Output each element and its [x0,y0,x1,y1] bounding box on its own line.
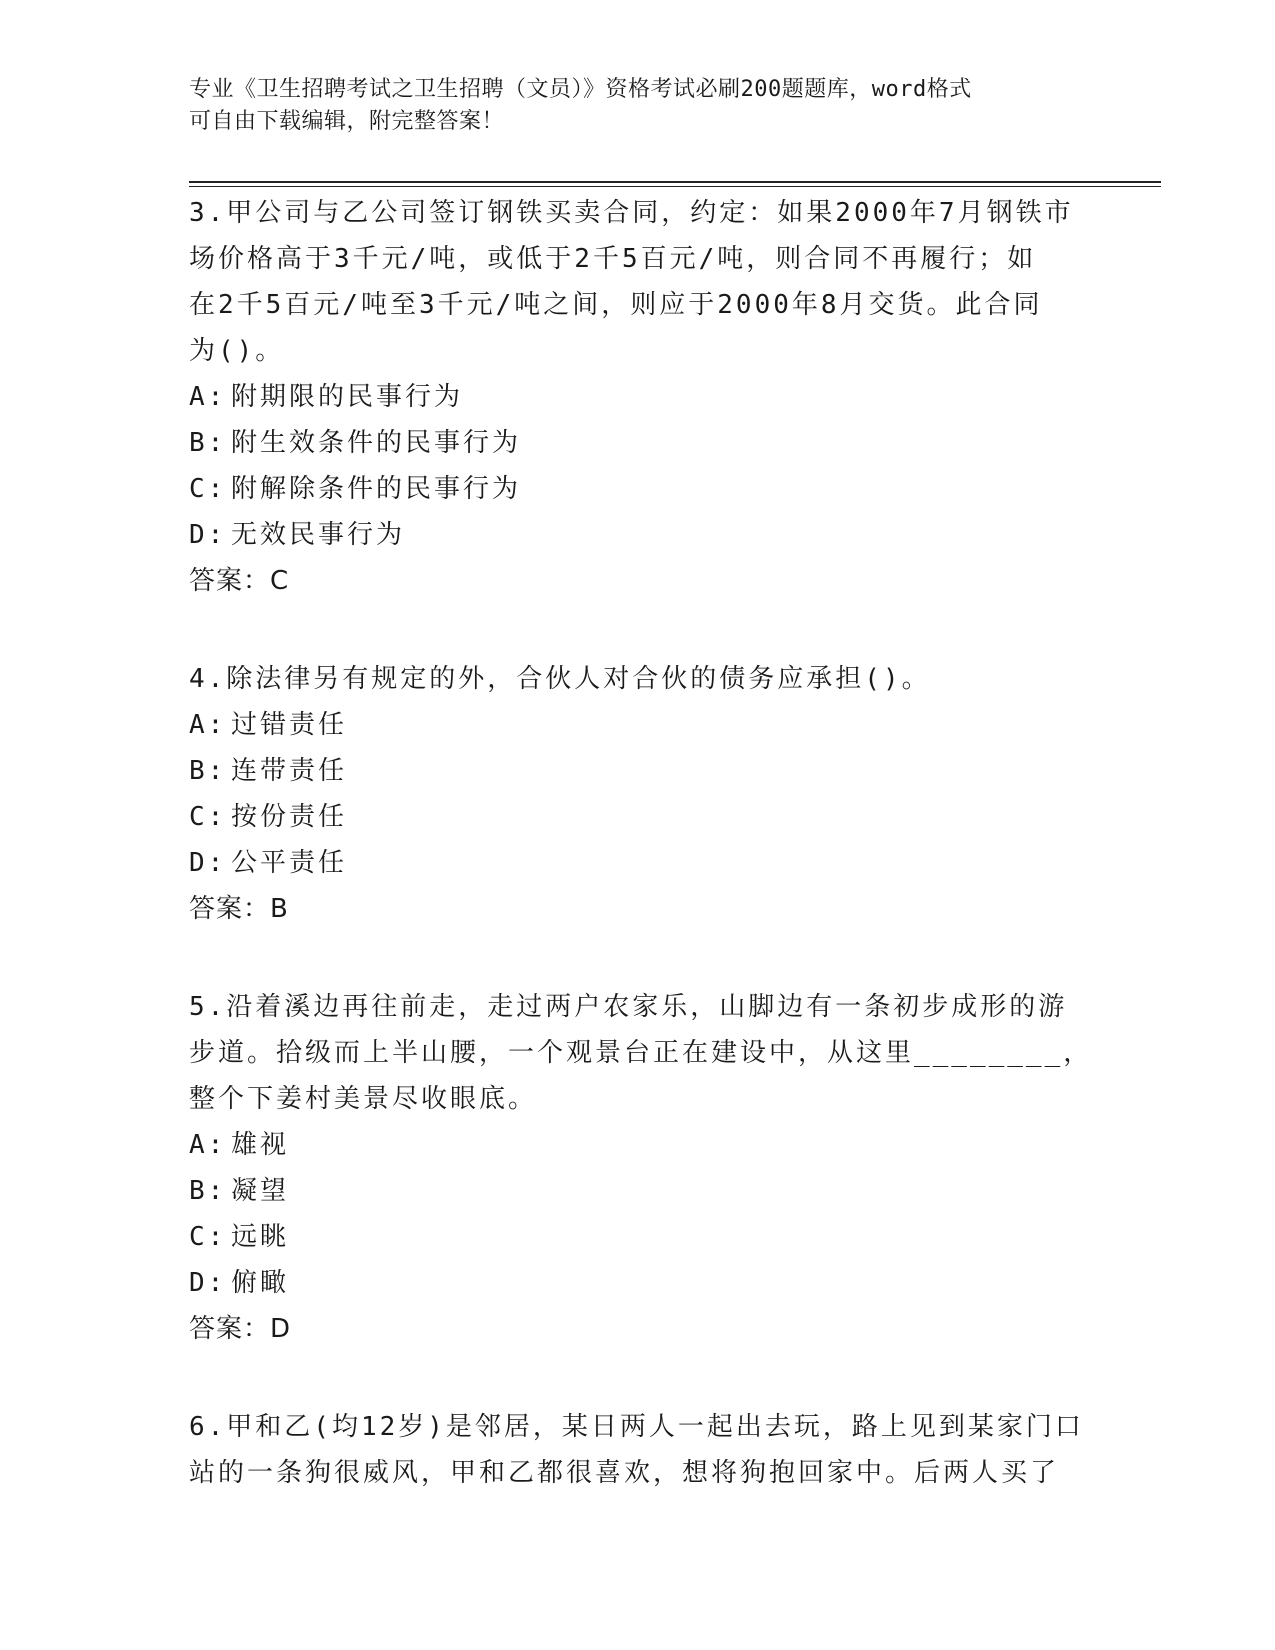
question-3-option-a [189,374,1109,420]
question-5-line-2: 步道。拾级而上半山腰，一个观景台正在建设中，从这里________， [189,1038,1093,1068]
question-4-option-b [189,748,1109,794]
question-5-option-c [189,1214,1109,1260]
option-label: A: [189,710,227,740]
option-text: 雄视 [231,1130,290,1160]
question-6 [189,1404,1109,1496]
question-5-line-1: 5.沿着溪边再往前走，走过两户农家乐，山脚边有一条初步成形的游 [189,992,1068,1022]
question-3-line-4: 为()。 [189,336,285,366]
question-3-option-d [189,512,1109,558]
question-3-line-1: 3.甲公司与乙公司签订钢铁买卖合同，约定：如果2000年7月钢铁市 [189,198,1074,228]
option-text: 凝望 [231,1176,290,1206]
question-3-option-b [189,420,1109,466]
option-label: A: [189,382,227,412]
option-label: D: [189,520,227,550]
question-6-line-1: 6.甲和乙(均12岁)是邻居，某日两人一起出去玩，路上见到某家门口 [189,1412,1084,1442]
question-3-answer: 答案：C [189,566,290,596]
question-5-option-d [189,1260,1109,1306]
header-divider-thin [189,186,1161,187]
option-label: A: [189,1130,227,1160]
question-5-option-b [189,1168,1109,1214]
option-text: 附期限的民事行为 [231,382,464,412]
question-3-line-3: 在2千5百元/吨至3千元/吨之间，则应于2000年8月交货。此合同 [189,290,1043,320]
spacer [189,932,1109,984]
option-label: B: [189,1176,227,1206]
option-label: C: [189,802,227,832]
question-5 [189,984,1109,1352]
header-divider-thick [189,181,1161,183]
option-label: C: [189,1222,227,1252]
question-3-line-2: 场价格高于3千元/吨，或低于2千5百元/吨，则合同不再履行；如 [189,244,1037,274]
option-text: 连带责任 [231,756,348,786]
option-label: D: [189,848,227,878]
question-4 [189,656,1109,932]
question-6-line-2: 站的一条狗很威风，甲和乙都很喜欢，想将狗抱回家中。后两人买了 [189,1458,1060,1488]
option-text: 附解除条件的民事行为 [231,474,522,504]
question-list [189,190,1109,1496]
question-5-line-3: 整个下姜村美景尽收眼底。 [189,1084,538,1114]
option-text: 俯瞰 [231,1268,290,1298]
option-text: 无效民事行为 [231,520,406,550]
question-3-option-c [189,466,1109,512]
question-3 [189,190,1109,604]
header-line-2: 可自由下载编辑，附完整答案！ [189,109,505,134]
option-label: B: [189,428,227,458]
option-label: B: [189,756,227,786]
spacer [189,1352,1109,1404]
question-5-option-a [189,1122,1109,1168]
question-5-answer: 答案：D [189,1314,292,1344]
question-4-option-c [189,794,1109,840]
option-text: 按份责任 [231,802,348,832]
option-text: 过错责任 [231,710,348,740]
header-line-1: 专业《卫生招聘考试之卫生招聘（文员）》资格考试必刷200题题库，word格式 [189,77,972,102]
document-header [189,74,1089,138]
question-4-option-d [189,840,1109,886]
option-text: 公平责任 [231,848,348,878]
option-label: C: [189,474,227,504]
spacer [189,604,1109,656]
option-text: 附生效条件的民事行为 [231,428,522,458]
question-4-line-1: 4.除法律另有规定的外，合伙人对合伙的债务应承担()。 [189,664,931,694]
question-4-answer: 答案：B [189,894,289,924]
option-text: 远眺 [231,1222,290,1252]
option-label: D: [189,1268,227,1298]
question-4-option-a [189,702,1109,748]
